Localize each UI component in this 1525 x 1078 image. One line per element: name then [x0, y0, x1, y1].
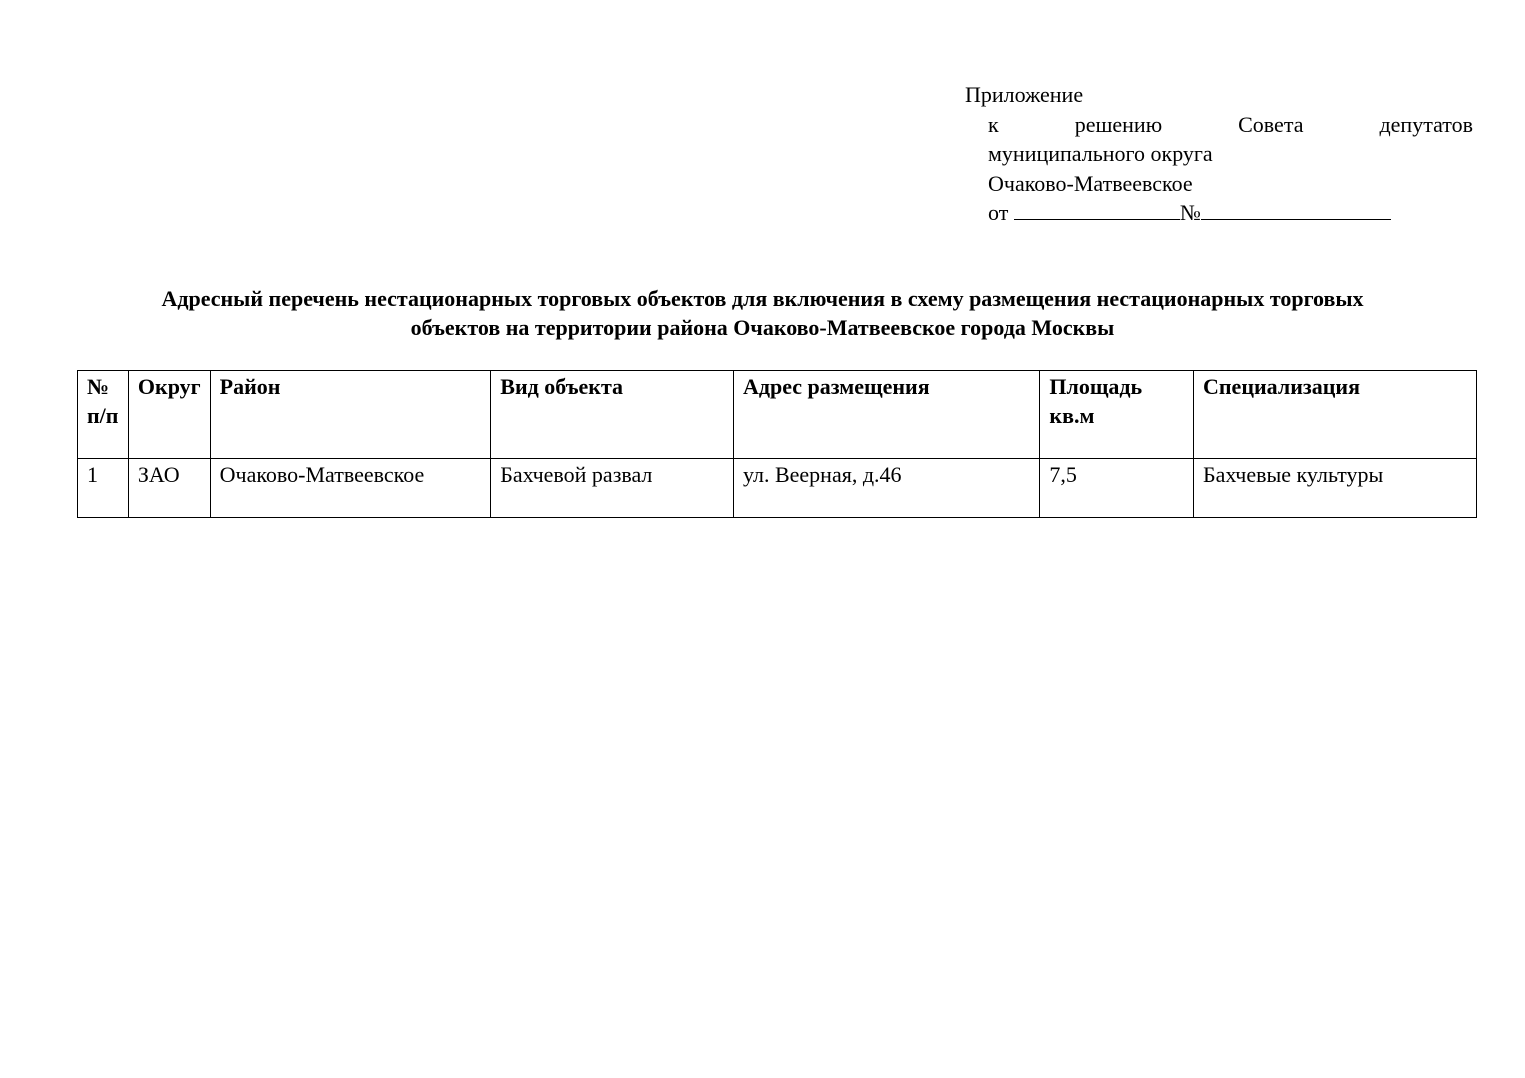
header-object-type: Вид объекта [491, 371, 734, 459]
appendix-heading: Приложение [965, 82, 1084, 107]
cell-area: 7,5 [1040, 459, 1194, 518]
header-area: Площадь кв.м [1040, 371, 1194, 459]
cell-address: ул. Веерная, д.46 [733, 459, 1039, 518]
appendix-word: Совета [1238, 111, 1304, 137]
from-label: от [988, 200, 1009, 225]
header-address: Адрес размещения [733, 371, 1039, 459]
header-okrug: Округ [128, 371, 210, 459]
cell-num: 1 [78, 459, 129, 518]
appendix-word: решению [1074, 111, 1163, 137]
appendix-line-date-number [965, 198, 1475, 228]
cell-okrug: ЗАО [128, 459, 210, 518]
table-header-row [78, 371, 1477, 459]
header-specialization: Специализация [1193, 371, 1476, 459]
appendix-line-municipal: муниципального округа [988, 141, 1213, 166]
objects-table [77, 370, 1477, 518]
appendix-word: депутатов [1379, 111, 1473, 137]
header-district: Район [210, 371, 491, 459]
cell-district: Очаково-Матвеевское [210, 459, 491, 518]
table-row [78, 459, 1477, 518]
number-sign: № [1179, 200, 1201, 225]
title-line-2: объектов на территории района Очаково-Матвеевское города Москвы [410, 315, 1115, 340]
cell-specialization: Бахчевые культуры [1193, 459, 1476, 518]
appendix-line-decision [965, 110, 1473, 140]
cell-object-type: Бахчевой развал [491, 459, 734, 518]
date-blank-line [1014, 199, 1180, 220]
title-line-1: Адресный перечень нестационарных торговых объектов для включения в схему размещения нестационарных торговых [161, 286, 1364, 311]
document-title [40, 284, 1485, 342]
header-num: № п/п [78, 371, 129, 459]
appendix-line-district: Очаково-Матвеевское [988, 170, 1193, 196]
appendix-word: к [988, 111, 999, 137]
number-blank-line [1201, 199, 1391, 220]
appendix-block [965, 80, 1475, 228]
